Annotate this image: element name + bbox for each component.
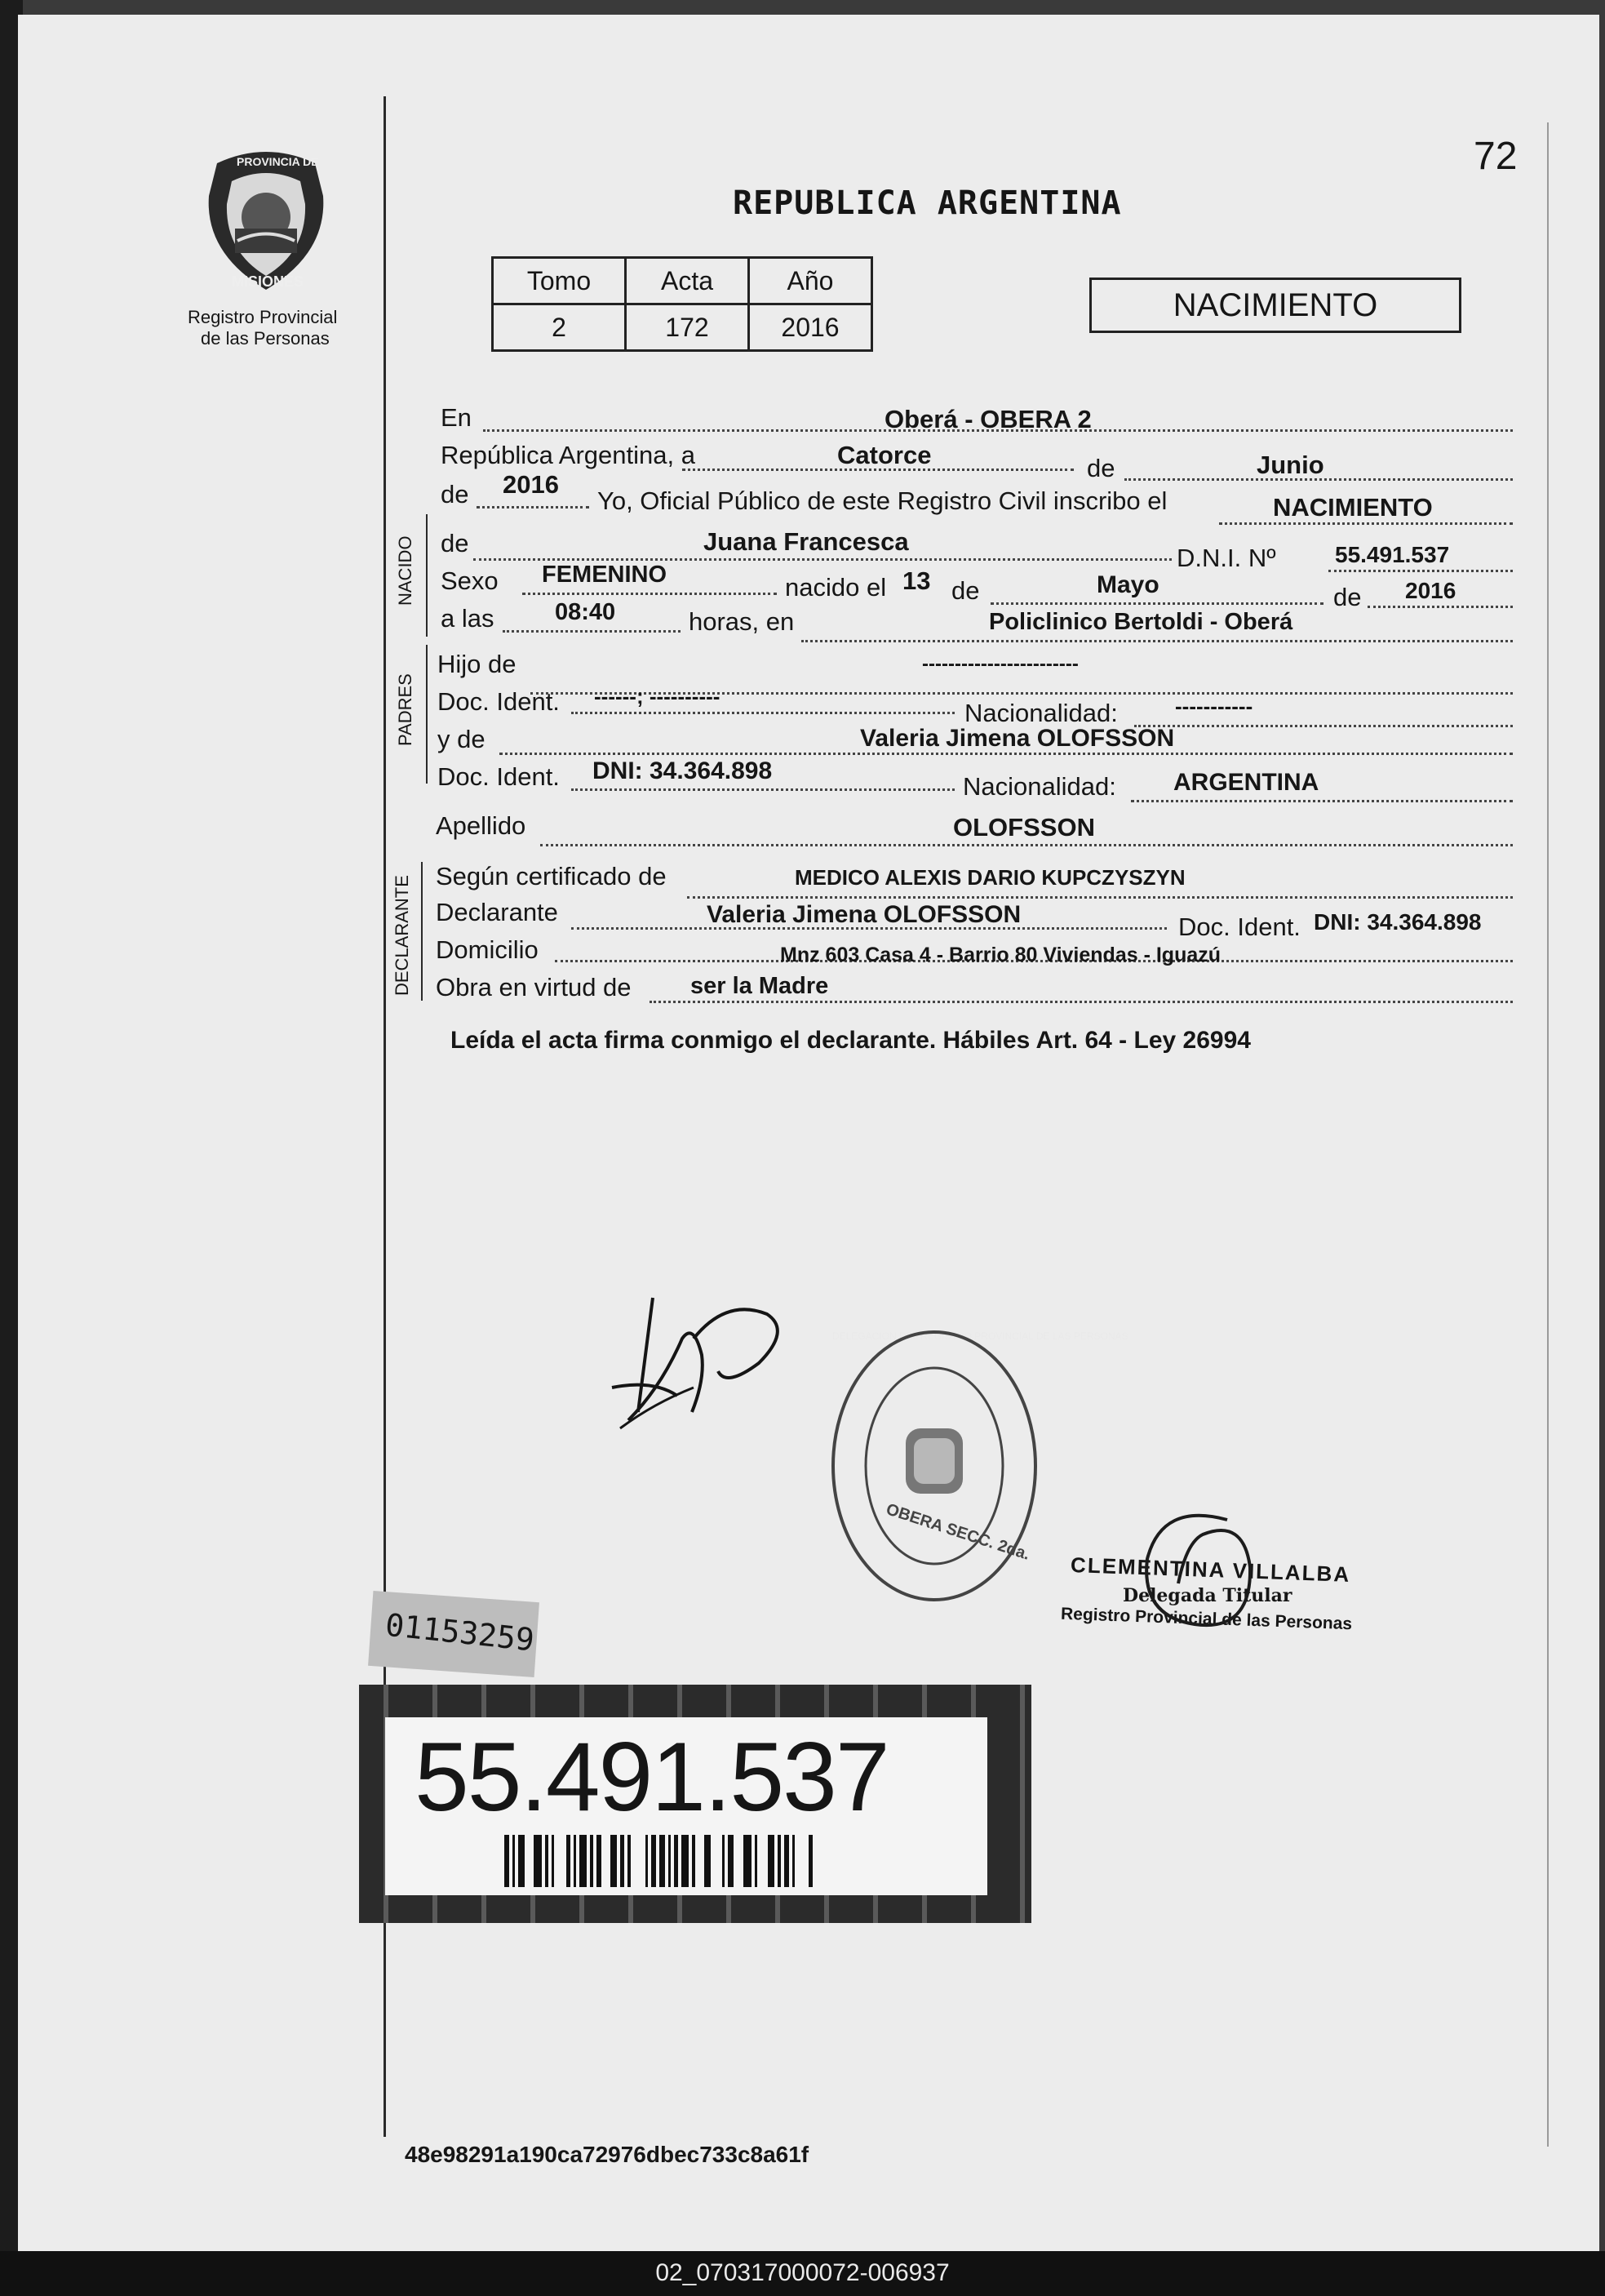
inscribe-value: NACIMIENTO — [1273, 493, 1433, 522]
barcode-bar — [610, 1835, 617, 1887]
document-hash: 48e98291a190ca72976dbec733c8a61f — [405, 2142, 809, 2167]
birth-day: 13 — [902, 566, 931, 595]
nacido-el-label: nacido el — [785, 573, 887, 602]
barcode-bar — [681, 1835, 689, 1887]
declarante-label: Declarante — [436, 898, 558, 926]
barcode-bar — [574, 1835, 576, 1887]
closing-statement: Leída el acta firma conmigo el declarante. Hábiles Art. 64 - Ley 26994 — [450, 1027, 1251, 1054]
cert-label: Según certificado de — [436, 862, 667, 890]
a-las-label: a las — [441, 604, 494, 633]
barcode-bar — [809, 1835, 813, 1887]
seal-ring-text — [832, 1330, 1128, 1342]
nac1-dots — [1134, 725, 1513, 727]
year-value: 2016 — [503, 470, 559, 499]
apellido-value: OLOFSSON — [953, 813, 1095, 842]
barcode-panel — [359, 1685, 1031, 1923]
hijo-label: Hijo de — [437, 650, 517, 678]
barcode-bar — [651, 1835, 656, 1887]
doc3-value: DNI: 34.364.898 — [1314, 909, 1482, 935]
value-acta: 172 — [626, 304, 749, 351]
domicilio-value: Mnz 603 Casa 4 - Barrio 80 Viviendas - Iguazú — [780, 944, 1221, 966]
republica-label: República Argentina, a — [441, 441, 695, 469]
doc1-label: Doc. Ident. — [437, 687, 560, 716]
value-tomo: 2 — [493, 304, 626, 351]
seal-inner-text: OBERA SECC. 2da. — [884, 1500, 1032, 1564]
barcode-number: 55.491.537 — [415, 1722, 889, 1832]
nac1-value: ----------- — [1175, 694, 1253, 718]
nacido-de-label: de — [441, 529, 469, 557]
de2-label: de — [441, 480, 469, 508]
nacido-bracket — [426, 514, 428, 637]
padres-bracket — [426, 645, 428, 784]
doc2-value: DNI: 34.364.898 — [592, 757, 773, 784]
barcode-bar — [778, 1835, 781, 1887]
act-type-box: NACIMIENTO — [1089, 278, 1461, 333]
side-nacido: NACIDO — [395, 535, 415, 606]
barcode-bars — [504, 1835, 902, 1887]
official-name: CLEMENTINA VILLALBA — [1070, 1552, 1351, 1587]
provincia-misiones-logo — [193, 147, 339, 294]
file-id: 02_070317000072-006937 — [655, 2259, 950, 2286]
record-table — [491, 256, 873, 352]
side-declarante: DECLARANTE — [392, 875, 412, 996]
de3-label: de — [951, 576, 980, 605]
dni-value: 55.491.537 — [1335, 542, 1450, 567]
birth-year: 2016 — [1405, 578, 1456, 603]
barcode-bar — [728, 1835, 734, 1887]
logo-caption-line2: de las Personas — [201, 328, 330, 349]
header-tomo: Tomo — [493, 258, 626, 304]
year-dots — [477, 506, 589, 508]
obra-dots — [650, 1001, 1513, 1003]
header-ano: Año — [749, 258, 872, 304]
barcode-bar — [784, 1835, 789, 1887]
barcode-bar — [668, 1835, 671, 1887]
apellido-label: Apellido — [436, 811, 526, 840]
page-number: 72 — [1474, 135, 1518, 178]
dni-label: D.N.I. Nº — [1177, 544, 1276, 572]
barcode-bar — [755, 1835, 757, 1887]
de4-label: de — [1333, 583, 1362, 611]
barcode-bar — [792, 1835, 795, 1887]
barcode-bar — [743, 1835, 752, 1887]
month-value: Junio — [1257, 451, 1324, 479]
yde-label: y de — [437, 725, 485, 753]
barcode-bar — [518, 1835, 525, 1887]
day-value: Catorce — [837, 441, 932, 469]
barcode-bar — [692, 1835, 695, 1887]
hour-dots — [503, 630, 681, 633]
place-dots — [801, 640, 1513, 642]
obra-label: Obra en virtud de — [436, 973, 632, 1001]
nac2-label: Nacionalidad: — [963, 772, 1116, 801]
declarante-bracket — [421, 862, 423, 1001]
en-label: En — [441, 403, 472, 432]
barcode-bar — [504, 1835, 509, 1887]
official-office: Registro Provincial de las Personas — [1060, 1604, 1353, 1634]
declarante-value: Valeria Jimena OLOFSSON — [707, 901, 1022, 928]
doc1-value: ------; ---------- — [594, 684, 720, 708]
horas-label: horas, en — [689, 607, 795, 636]
barcode-bar — [645, 1835, 648, 1887]
barcode-bar — [659, 1835, 665, 1887]
barcode-label — [385, 1717, 987, 1895]
barcode-bar — [579, 1835, 587, 1887]
en-value: Oberá - OBERA 2 — [885, 405, 1092, 433]
obra-value: ser la Madre — [690, 973, 829, 999]
official-seal — [824, 1324, 1044, 1608]
barcode-bar — [674, 1835, 678, 1887]
place-value: Policlinico Bertoldi - Oberá — [989, 609, 1293, 635]
nac1-label: Nacionalidad: — [964, 699, 1118, 727]
logo-caption-line1: Registro Provincial — [188, 307, 338, 327]
declarant-signature — [604, 1290, 800, 1453]
logo-text-top: PROVINCIA DE — [237, 155, 319, 168]
inscribe-dots — [1219, 522, 1513, 525]
dni-dots — [1328, 570, 1513, 572]
nac2-value: ARGENTINA — [1173, 769, 1319, 796]
official-role: Delegada Titular — [1123, 1585, 1292, 1606]
right-edge-rule — [1547, 122, 1549, 2147]
domicilio-label: Domicilio — [436, 935, 539, 964]
nac2-dots — [1131, 800, 1513, 802]
barcode-bar — [545, 1835, 548, 1887]
heading: REPUBLICA ARGENTINA — [733, 184, 1122, 222]
doc2-dots — [571, 788, 955, 791]
mother-value: Valeria Jimena OLOFSSON — [860, 725, 1175, 752]
side-padres: PADRES — [395, 673, 415, 746]
sexo-label: Sexo — [441, 566, 499, 595]
sexo-value: FEMENINO — [542, 562, 667, 588]
barcode-bar — [566, 1835, 570, 1887]
barcode-bar — [620, 1835, 624, 1887]
serial-number: 01153259 — [384, 1606, 536, 1659]
barcode-bar — [534, 1835, 542, 1887]
logo-text-bottom: MISIONES — [232, 273, 304, 290]
name-dots — [473, 558, 1172, 561]
barcode-bar — [722, 1835, 725, 1887]
hour-value: 08:40 — [555, 599, 616, 625]
apellido-dots — [540, 844, 1513, 846]
barcode-bar — [590, 1835, 593, 1887]
mother-dots — [499, 753, 1513, 755]
cert-dots — [687, 896, 1513, 899]
father-value: ------------------------ — [922, 653, 1079, 675]
barcode-bar — [512, 1835, 515, 1887]
name-value: Juana Francesca — [703, 527, 909, 556]
cert-value: MEDICO ALEXIS DARIO KUPCZYSZYN — [795, 865, 1186, 890]
file-id-bar — [0, 2251, 1605, 2296]
official-signature — [1129, 1510, 1268, 1641]
barcode-bar — [627, 1835, 631, 1887]
barcode-bar — [768, 1835, 774, 1887]
sexo-dots — [522, 593, 777, 595]
doc1-dots — [571, 712, 955, 714]
doc2-label: Doc. Ident. — [437, 762, 560, 791]
birth-year-dots — [1368, 606, 1513, 608]
birth-month: Mayo — [1097, 571, 1159, 598]
birth-month-dots — [991, 602, 1323, 605]
barcode-bar — [704, 1835, 711, 1887]
yo-label: Yo, Oficial Público de este Registro Civil inscribo el — [597, 486, 1168, 515]
header-acta: Acta — [626, 258, 749, 304]
value-ano: 2016 — [749, 304, 872, 351]
barcode-bar — [596, 1835, 601, 1887]
doc3-label: Doc. Ident. — [1178, 913, 1301, 941]
de-label: de — [1087, 454, 1115, 482]
barcode-bar — [552, 1835, 554, 1887]
